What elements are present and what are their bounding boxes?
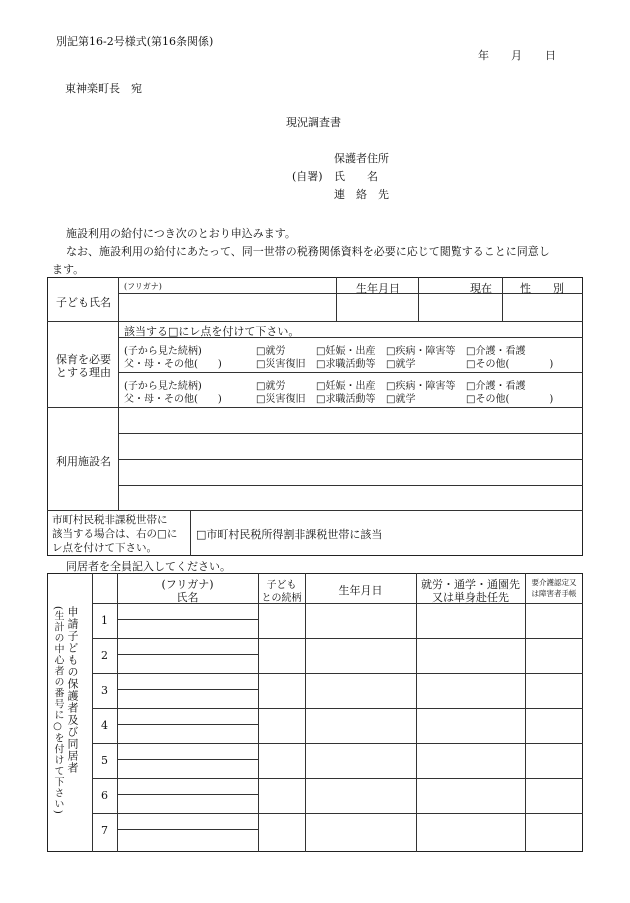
- checkbox-employment[interactable]: □就労: [256, 381, 286, 392]
- row-number: 4: [101, 719, 108, 732]
- child-age-field[interactable]: [420, 295, 500, 319]
- col-care-header-1: 要介護認定又: [531, 578, 577, 587]
- row-number: 7: [101, 824, 108, 837]
- col-work-header-1: 就労・通学・通園先: [421, 578, 520, 591]
- date-month-label: 月: [511, 49, 522, 62]
- checkbox-illness[interactable]: □疾病・障害等: [386, 381, 456, 392]
- date-day-label: 日: [545, 49, 556, 62]
- col-relation-header-1: 子ども: [266, 580, 297, 591]
- relation-header: (子から見た続柄): [124, 381, 202, 392]
- facility-field-2[interactable]: [120, 435, 582, 458]
- col-furigana-header: (フリガナ): [161, 578, 214, 591]
- reason-instruction: 該当する□にレ点を付けて下さい。: [124, 325, 300, 338]
- intro-line-2: なお、施設利用の給付にあたって、同一世帯の税務関係資料を必要に応じて閲覧することに同意し: [66, 245, 550, 258]
- checkbox-disaster-recovery[interactable]: □災害復旧: [256, 359, 306, 370]
- guardian-address-label: 保護者住所: [334, 152, 389, 165]
- checkbox-nursing-care[interactable]: □介護・看護: [466, 346, 526, 357]
- tax-exempt-checkbox[interactable]: □市町村民税所得割非課税世帯に該当: [196, 528, 383, 541]
- reason-label-1: 保育を必要: [56, 353, 111, 366]
- relation-options[interactable]: 父・母・その他( ): [124, 394, 222, 405]
- tax-label-2: 該当する場合は、右の□に: [52, 528, 178, 540]
- col-care-header-2: は障害者手帳: [531, 589, 577, 598]
- facility-label: 利用施設名: [56, 455, 111, 468]
- child-sex-field[interactable]: [504, 295, 581, 319]
- child-name-field[interactable]: [120, 295, 334, 319]
- current-label: 現在: [470, 282, 492, 295]
- signature-note: (自署): [292, 170, 323, 183]
- checkbox-job-seeking[interactable]: □求職活動等: [316, 394, 376, 405]
- checkbox-other[interactable]: □その他( ): [466, 394, 554, 405]
- dob-label: 生年月日: [356, 282, 400, 295]
- checkbox-illness[interactable]: □疾病・障害等: [386, 346, 456, 357]
- checkbox-other[interactable]: □その他( ): [466, 359, 554, 370]
- relation-options[interactable]: 父・母・その他( ): [124, 359, 222, 370]
- intro-line-1: 施設利用の給付につき次のとおり申込みます。: [66, 227, 296, 240]
- checkbox-job-seeking[interactable]: □求職活動等: [316, 359, 376, 370]
- col-dob-header: 生年月日: [338, 584, 383, 597]
- checkbox-schooling[interactable]: □就学: [386, 359, 416, 370]
- facility-field-1[interactable]: [120, 409, 582, 432]
- facility-field-3[interactable]: [120, 461, 582, 484]
- row-number: 5: [101, 754, 108, 767]
- cohabitant-table: [47, 573, 583, 852]
- guardian-contact-label: 連 絡 先: [334, 188, 389, 201]
- child-dob-field[interactable]: [338, 295, 416, 319]
- row-number: 1: [101, 614, 108, 627]
- row-number: 2: [101, 649, 108, 662]
- relation-header: (子から見た続柄): [124, 346, 202, 357]
- intro-line-3: ます。: [52, 263, 85, 276]
- col-relation-header-2: との続柄: [261, 593, 302, 604]
- tax-label-3: レ点を付けて下さい。: [52, 542, 157, 554]
- child-furigana-label: (フリガナ): [124, 282, 162, 291]
- addressee: 東神楽町長 宛: [65, 82, 142, 95]
- document-title: 現況調査書: [286, 116, 341, 129]
- checkbox-schooling[interactable]: □就学: [386, 394, 416, 405]
- checkbox-nursing-care[interactable]: □介護・看護: [466, 381, 526, 392]
- side-label-main: 申請子どもの保護者及び同居者: [66, 606, 79, 774]
- facility-field-4[interactable]: [120, 487, 582, 509]
- date-year-label: 年: [478, 49, 489, 62]
- row-number: 3: [101, 684, 108, 697]
- checkbox-disaster-recovery[interactable]: □災害復旧: [256, 394, 306, 405]
- checkbox-pregnancy[interactable]: □妊娠・出産: [316, 381, 376, 392]
- child-name-label: 子ども氏名: [56, 296, 111, 309]
- guardian-name-label: 氏 名: [334, 170, 378, 183]
- cohabitant-instruction: 同居者を全員記入してください。: [66, 560, 231, 573]
- form-number: 別記第16-2号様式(第16条関係): [56, 35, 214, 48]
- reason-label-2: とする理由: [56, 366, 111, 379]
- sex-label: 性 別: [520, 282, 564, 295]
- checkbox-employment[interactable]: □就労: [256, 346, 286, 357]
- checkbox-pregnancy[interactable]: □妊娠・出産: [316, 346, 376, 357]
- tax-label-1: 市町村民税非課税世帯に: [52, 514, 168, 526]
- side-label-sub: (生計の中心者の番号に○を付けて下さい): [52, 606, 63, 815]
- col-name-header: 氏名: [176, 591, 199, 604]
- row-number: 6: [101, 789, 108, 802]
- col-work-header-2: 又は単身赴任先: [432, 591, 509, 604]
